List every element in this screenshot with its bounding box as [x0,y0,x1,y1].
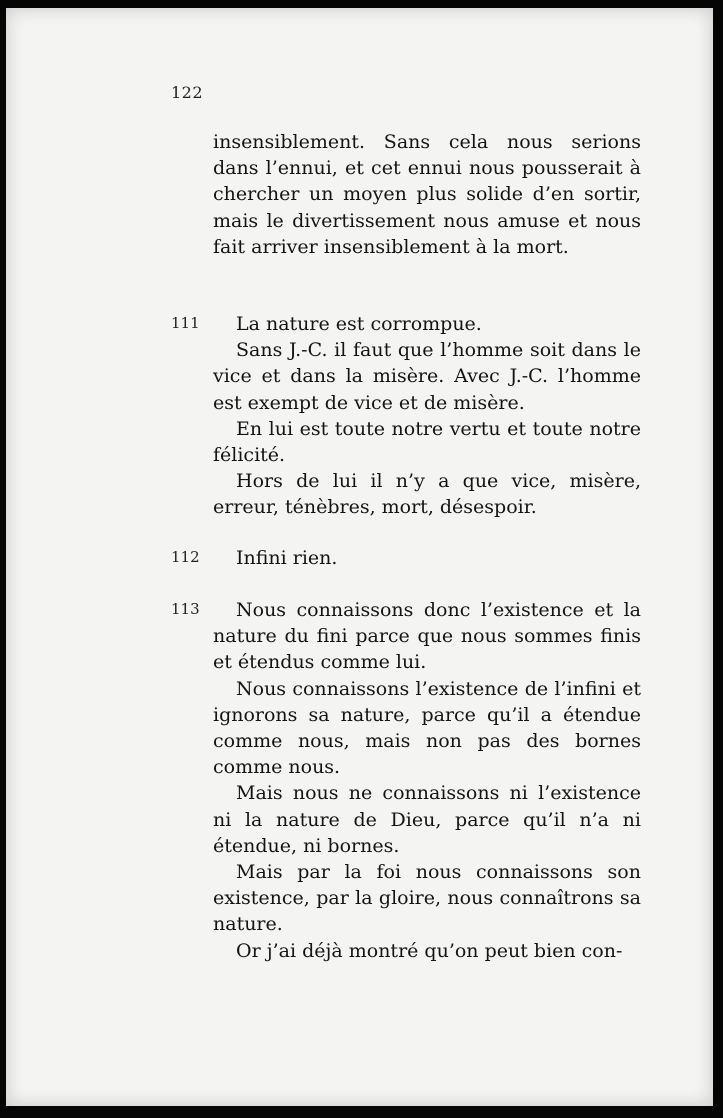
section-112 [213,545,641,571]
book-page [6,8,713,1106]
section-113-paragraph: Mais par la foi nous connaissons son existence, par la gloire, nous connaîtrons sa nature. [213,861,641,936]
section-111-paragraph: Sans J.-C. il faut que l’homme soit dans le vice et dans la misère. Avec J.-C. l’homme est exempt de vice et de misère. [213,339,641,414]
section-number-112: 112 [171,548,200,566]
intro-text: insensiblement. Sans cela nous serions dans l’ennui, et cet ennui nous pousserait à chercher un moyen plus solide d’en sortir, mais le divertissement nous amuse et nous fait arriver insensiblement à la mort. [213,131,641,258]
section-111-paragraph: Hors de lui il n’y a que vice, misère, erreur, ténèbres, mort, désespoir. [213,470,641,519]
intro-paragraph [213,129,641,260]
section-112-paragraph: Infini rien. [236,547,338,569]
section-111-paragraph: La nature est corrompue. [236,313,482,335]
section-113-paragraph: Nous connaissons donc l’existence et la nature du fini parce que nous sommes finis et étendus comme lui. [213,599,641,674]
section-113-paragraph: Mais nous ne connaissons ni l’existence ni la nature de Dieu, parce qu’il n’a ni étendue, ni bornes. [213,782,641,857]
section-113 [213,597,641,964]
section-111 [213,311,641,521]
section-111-paragraph: En lui est toute notre vertu et toute notre félicité. [213,417,641,467]
section-number-113: 113 [171,600,200,618]
section-113-paragraph: Or j’ai déjà montré qu’on peut bien con- [236,939,623,962]
page-number: 122 [171,83,204,102]
section-113-paragraph: Nous connaissons l’existence de l’infini et ignorons sa nature, parce qu’il a étendue comme nous, mais non pas des bornes comme nous. [213,677,641,779]
section-number-111: 111 [171,314,200,332]
